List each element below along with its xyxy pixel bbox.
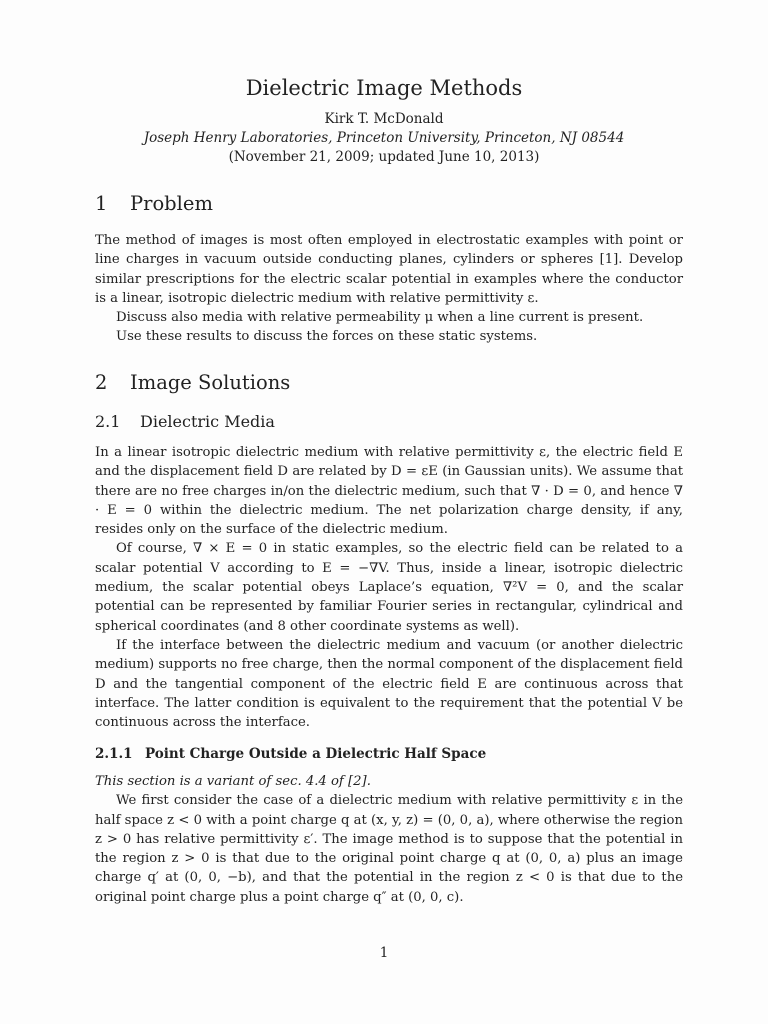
section-1-heading bbox=[95, 192, 213, 215]
paragraph: We first consider the case of a dielectric medium with relative permittivity ε in the half space z < 0 with a point charge q at (x, y, z) = (0, 0, a), where otherwise the region z > 0 has relative permittivity ε′. The image method is to suppose that the potential in the region z > 0 is that due to the original point charge q at (0, 0, a) plus an image charge q′ at (0, 0, −b), and that the potential in the region z < 0 is that due to the original point charge plus a point charge q″ at (0, 0, c). bbox=[95, 793, 683, 905]
paper-title: Dielectric Image Methods bbox=[245, 76, 523, 100]
page-number: 1 bbox=[379, 945, 389, 961]
paragraph: Discuss also media with relative permeability μ when a line current is present. bbox=[116, 310, 644, 326]
section-number: 1 bbox=[95, 192, 108, 215]
section-2-heading bbox=[95, 371, 290, 394]
section-1-body bbox=[95, 231, 683, 347]
section-2-1-heading bbox=[95, 412, 275, 431]
paper-date: (November 21, 2009; updated June 10, 2013) bbox=[228, 149, 540, 165]
author-affiliation: Joseph Henry Laboratories, Princeton University, Princeton, NJ 08544 bbox=[143, 130, 625, 146]
section-title: Problem bbox=[130, 192, 213, 215]
section-2-1-body bbox=[95, 443, 683, 732]
section-number: 2 bbox=[95, 371, 108, 394]
paragraph: In a linear isotropic dielectric medium with relative permittivity ε, the electric field E and the displacement field D are related by D = εE (in Gaussian units). We assume that there are no free charges in/on the dielectric medium, such that ∇ · D = 0, and hence ∇ · E = 0 within the dielectric medium. The net polarization charge density, if any, resides only on the surface of the dielectric medium. bbox=[95, 445, 683, 538]
section-note: This section is a variant of sec. 4.4 of [2]. bbox=[95, 774, 371, 789]
section-title: Point Charge Outside a Dielectric Half Space bbox=[145, 746, 487, 762]
paragraph: If the interface between the dielectric medium and vacuum (or another dielectric medium) supports no free charge, then the normal component of the displacement field D and the tangential component of the electric field E are continuous across that interface. The latter condition is equivalent to the requirement that the potential V be continuous across the interface. bbox=[95, 637, 683, 731]
section-number: 2.1.1 bbox=[95, 746, 133, 762]
section-title: Image Solutions bbox=[130, 371, 291, 394]
section-2-1-1-heading bbox=[95, 746, 486, 762]
paragraph: The method of images is most often employed in electrostatic examples with point or line charges in vacuum outside conducting planes, cylinders or spheres [1]. Develop similar prescriptions for the electric scalar potential in examples where the conductor is a linear, isotropic dielectric medium with relative permittivity ε. bbox=[95, 233, 683, 306]
section-2-1-1-body bbox=[95, 772, 683, 907]
author-name: Kirk T. McDonald bbox=[324, 111, 444, 127]
paragraph: Of course, ∇ × E = 0 in static examples, so the electric field can be related to a scalar potential V according to E = −∇V. Thus, inside a linear, isotropic dielectric medium, the scalar potential obeys Laplace’s equation, ∇²V = 0, and the scalar potential can be represented by familiar Fourier series in rectangular, cylindrical and spherical coordinates (and 8 other coordinate systems as well). bbox=[95, 541, 683, 634]
paragraph: Use these results to discuss the forces on these static systems. bbox=[116, 329, 538, 345]
section-number: 2.1 bbox=[95, 412, 121, 431]
section-title: Dielectric Media bbox=[140, 412, 275, 431]
